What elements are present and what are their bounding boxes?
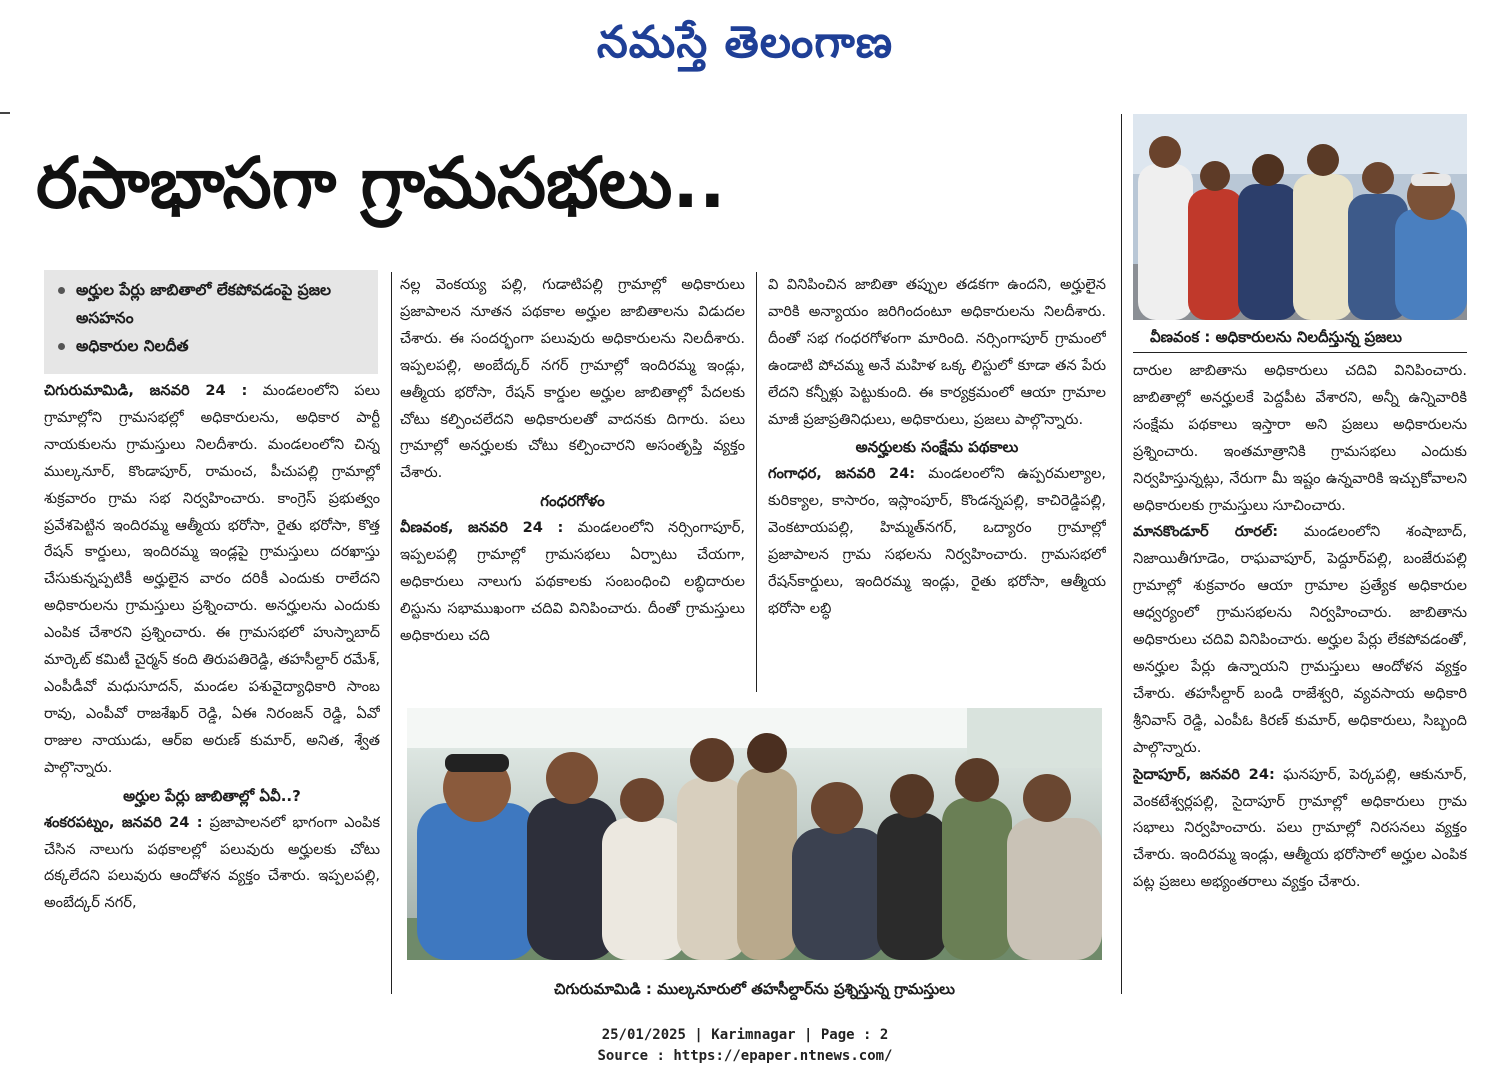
paragraph: చిగురుమామిడి, జనవరి 24 : మండలంలోని పలు గ్రామాల్లోని గ్రామసభల్లో అధికారులను, అధికార పార్టీ నాయకులను గ్రామస్తులు నిలదీశారు. మండలంలోని చిన్న ముల్కనూర్, కొండాపూర్, రామంచ, పీచుపల్లి గ్రామాల్లో శుక్రవారం గ్రామ సభ నిర్వహించారు. కాంగ్రెస్ ప్రభుత్వం ప్రవేశపెట్టిన ఇందిరమ్మ ఆత్మీయ భరోసా, రైతు భరోసా, కొత్త రేషన్ కార్డులు, ఇందిరమ్మ ఇండ్లపై గ్రామస్తులు దరఖాస్తు చేసుకున్నప్పటికీ అర్హులైన వారం దరికీ ఎందుకు రాలేదని అధికారులను గ్రామస్తులు ప్రశ్నించారు. అనర్హులను ఎందుకు ఎంపిక చేశారని ప్రశ్నించారు. ఈ గ్రామసభలో హుస్నాబాద్ మార్కెట్ కమిటీ చైర్మన్ కంది తిరుపతిరెడ్డి, తహసీల్దార్ రమేశ్, ఎంపీడీవో మధుసూదన్, మండల పశువైద్యాధికారి సాంబ రావు, ఎంపీవో రాజశేఖర్ రెడ్డి, ఏఈ నిరంజన్ రెడ్డి, ఏవో రాజుల నాయుడు, ఆర్ఐ అరుణ్ కుమార్, అనిత, శ్వేత పాల్గొన్నారు. bbox=[44, 382, 380, 776]
footer-date-edition: 25/01/2025 | Karimnagar | Page : 2 bbox=[601, 1027, 889, 1043]
column-divider bbox=[756, 272, 757, 692]
paragraph: గంగాధర, జనవరి 24: మండలంలోని ఉప్పరమల్యాల, కురిక్యాల, కాసారం, ఇస్లాంపూర్, కొండన్నపల్లి, కాచిరెడ్డిపల్లి, వెంకటాయపల్లి, హిమ్మత్‌నగర్, ఒద్యారం గ్రామాల్లో ప్రజాపాలన గ్రామ సభలను నిర్వహించారు. గ్రామసభలో రేషన్‌కార్డులు, ఇందిరమ్మ ఇండ్లు, రైతు భరోసా, ఆత్మీయ భరోసా లబ్ధి bbox=[768, 465, 1106, 617]
headline: రసాభాసగా గ్రామసభలు.. bbox=[36, 142, 726, 224]
paragraph: మానకొండూర్ రూరల్: మండలంలోని శంషాబాద్, నిజాయితీగూడెం, రాఘవాపూర్, పెద్దూర్‌పల్లి, బంజేరుపల్లి గ్రామాల్లో శుక్రవారం ఆయా గ్రామాల ప్రత్యేక అధికారుల ఆధ్వర్యంలో గ్రామసభలను నిర్వహించారు. జాబితాను అధికారులు చదివి వినిపించారు. అర్హుల పేర్లు లేకపోవడంతో, అనర్హుల పేర్లు ఉన్నాయని గ్రామస్తులు ఆందోళన వ్యక్తం చేశారు. తహసీల్దార్ బండి రాజేశ్వరి, వ్యవసాయ అధికారి శ్రీనివాస్ రెడ్డి, ఎంపీఓ కిరణ్ కుమార్, అధికారులు, సిబ్బంది పాల్గొన్నారు. bbox=[1133, 523, 1467, 756]
divider bbox=[0, 112, 10, 114]
column-3 bbox=[768, 272, 1106, 690]
summary-box bbox=[44, 270, 378, 374]
divider bbox=[1133, 352, 1467, 353]
paragraph: సైదాపూర్, జనవరి 24: ఘనపూర్, పెర్కపల్లి, ఆకునూర్, వెంకటేశ్వర్లపల్లి, సైదాపూర్ గ్రామాల్లో అధికారులు గ్రామ సభాలు నిర్వహించారు. పలు గ్రామాల్లో నిరసనలు వ్యక్తం చేశారు. ఇందిరమ్మ ఇండ్లు, ఆత్మీయ భరోసాలో అర్హుల ఎంపిక పట్ల ప్రజలు అభ్యంతరాలు వ్యక్తం చేశారు. bbox=[1133, 765, 1467, 891]
paragraph: వి వినిపించిన జాబితా తప్పుల తడకగా ఉందని, అర్హులైన వారికి అన్యాయం జరిగిందంటూ అధికారులను నిలదీశారు. దీంతో సభ గంధరగోళంగా మారింది. నర్సింగాపూర్ గ్రామంలో ఉండాటి పోచమ్మ అనే మహిళ ఒక్క లిస్టులో కూడా తన పేరు లేదని కన్నీళ్లు పెట్టుకుంది. ఈ కార్యక్రమంలో ఆయా గ్రామాల మాజీ ప్రజాప్రతినిధులు, అధికారులు, ప్రజలు పాల్గొన్నారు. bbox=[768, 276, 1106, 428]
column-2 bbox=[400, 272, 745, 690]
subheading: అనర్హులకు సంక్షేమ పథకాలు bbox=[855, 438, 1019, 457]
subheading: గంధరగోళం bbox=[540, 492, 605, 511]
paragraph: వీణవంక, జనవరి 24 : మండలంలోని నర్సింగాపూర్, ఇప్పలపల్లి గ్రామాల్లో గ్రామసభలు ఏర్పాటు చేయగా, అధికారులు నాలుగు పథకాలకు సంబంధించి లబ్ధిదారుల లిస్టును సభాముఖంగా చదివి వినిపించారు. దీంతో గ్రామస్తులు అధికారులు చది bbox=[400, 519, 745, 644]
subheading: అర్హుల పేర్లు జాబితాల్లో ఏవీ..? bbox=[123, 786, 301, 805]
side-photo-caption: వీణవంక : అధికారులను నిలదీస్తున్న ప్రజలు bbox=[1150, 328, 1402, 346]
main-photo bbox=[407, 708, 1102, 960]
summary-item: అర్హుల పేర్లు జాబితాలో లేకపోవడంపై ప్రజల అసహనం bbox=[52, 276, 370, 332]
meeting-photo-illustration bbox=[1133, 114, 1467, 320]
column-4 bbox=[1133, 358, 1467, 998]
main-photo-caption: చిగురుమామిడి : ముల్కనూరులో తహసీల్దార్‌ను ప్రశ్నిస్తున్న గ్రామస్తులు bbox=[553, 980, 955, 998]
bullet-icon bbox=[58, 287, 65, 294]
crowd-photo-illustration bbox=[407, 708, 1102, 960]
column-divider bbox=[1121, 114, 1122, 994]
paragraph: శంకరపట్నం, జనవరి 24 : ప్రజాపాలనలో భాగంగా ఎంపిక చేసిన నాలుగు పథకాలల్లో పలువురు అర్హులకు చోటు దక్కలేదని పలువురు ఆందోళన వ్యక్తం చేశారు. ఇప్పలపల్లి, అంబేద్కర్ నగర్, bbox=[44, 813, 380, 912]
column-divider bbox=[391, 272, 392, 994]
masthead-logo: నమస్తే తెలంగాణ bbox=[596, 17, 894, 68]
side-photo bbox=[1133, 114, 1467, 320]
paragraph: దారుల జాబితాను అధికారులు చదివి వినిపించారు. జాబితాల్లో అనర్హులకే పెద్దపీట వేశారని, అన్నీ ఉన్నివారికి సంక్షేమ పథకాలు ఇస్తారా అని ప్రజలు అధికారులను ప్రశ్నించారు. ఇంతమాత్రానికి గ్రామసభలు ఎందుకు నిర్వహిస్తున్నట్లు, నేరుగా మీ ఇష్టం ఉన్నవారికి ఇచ్చుకోవాలని అధికారులకు గ్రామస్తులు సూచించారు. bbox=[1133, 362, 1467, 514]
bullet-icon bbox=[58, 343, 65, 350]
summary-item: అధికారుల నిలదీత bbox=[52, 332, 370, 360]
footer-source: Source : https://epaper.ntnews.com/ bbox=[597, 1048, 893, 1064]
paragraph: నల్ల వెంకయ్య పల్లి, గుడాటిపల్లి గ్రామాల్లో అధికారులు ప్రజాపాలన నూతన పథకాల అర్హుల జాబితాలను విడుదల చేశారు. ఈ సందర్భంగా పలువురు అధికారులను నిలదీశారు. ఇప్పలపల్లి, అంబేద్కర్ నగర్ గ్రామాల్లో ఇందిరమ్మ ఇండ్లు, ఆత్మీయ భరోసా, రేషన్ కార్డుల అర్హుల జాబితాల్లో పేదలకు చోటు కల్పించలేదని అధికారులతో వాదనకు దిగారు. పలు గ్రామాల్లో అనర్హులకు చోటు కల్పించారని అసంతృప్తి వ్యక్తం చేశారు. bbox=[400, 276, 745, 482]
column-1 bbox=[44, 378, 380, 998]
